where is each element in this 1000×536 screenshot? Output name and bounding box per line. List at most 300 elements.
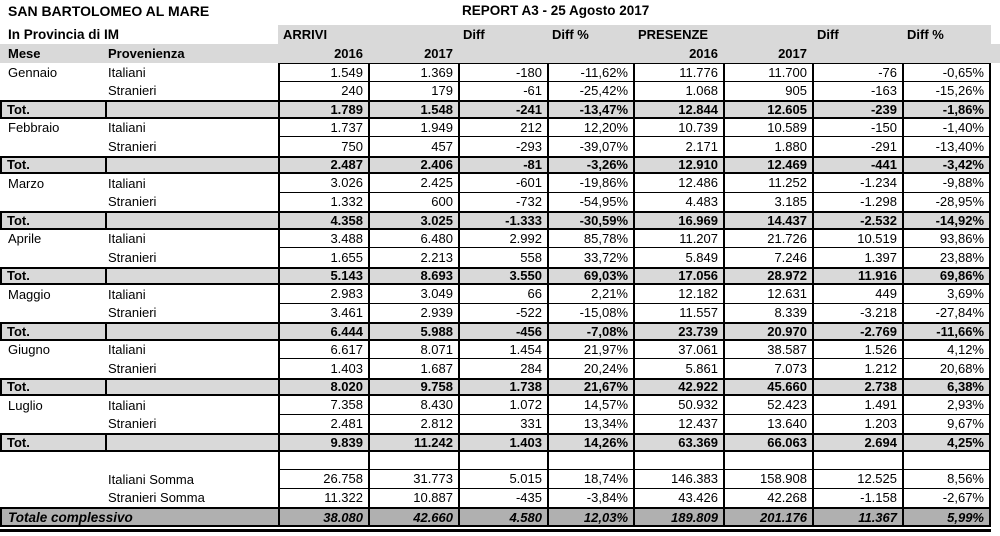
value-cell: -0,65% [902,63,991,82]
table-body [0,63,1000,527]
summary-value-cell: 146.383 [633,470,723,489]
tot-label-cell: Tot. [0,156,105,175]
page-subtitle: In Provincia di IM [8,27,120,42]
value-cell: -163 [812,82,902,101]
tot-value-cell: 11.916 [812,267,902,286]
value-cell: 9,67% [902,415,991,434]
value-cell: 179 [368,82,458,101]
month-data-row [0,230,1000,249]
tot-value-cell: 5.143 [278,267,368,286]
month-data-row [0,119,1000,138]
value-cell: 1.403 [278,359,368,378]
provenienza-cell: Italiani [108,120,146,136]
group-presenze-label: PRESENZE [633,25,723,44]
summary-value-cell: 8,56% [902,470,991,489]
spacer-row [0,452,1000,471]
summary-row [0,470,1000,489]
value-cell: -1.298 [812,193,902,212]
tot-value-cell: -30,59% [547,211,633,230]
summary-value-cell: 158.908 [723,470,812,489]
value-cell: -28,95% [902,193,991,212]
spacer-value-cell [812,452,902,471]
value-cell: -54,95% [547,193,633,212]
month-data-row [0,304,1000,323]
summary-value-cell: -1.158 [812,489,902,508]
col-header-mese: Mese [8,46,41,61]
tot-value-cell: 66.063 [723,433,812,452]
spacer-cell [0,452,105,471]
tot-value-cell: 2.406 [368,156,458,175]
summary-value-cell: 18,74% [547,470,633,489]
value-cell: -25,42% [547,82,633,101]
tot-value-cell: -14,92% [902,211,991,230]
value-cell: 2.171 [633,137,723,156]
tot-value-cell: -1,86% [902,100,991,119]
summary-value-cell: 31.773 [368,470,458,489]
value-cell: 13.640 [723,415,812,434]
month-name-cell: Maggio [8,286,51,302]
value-cell: -180 [458,63,547,82]
provenienza-cell: Stranieri [108,194,157,210]
month-name-cell [0,415,105,434]
month-data-row [0,82,1000,101]
value-cell: 3.488 [278,230,368,249]
value-cell: 6.480 [368,230,458,249]
grand-total-value-cell: 42.660 [368,507,458,527]
value-cell: -601 [458,174,547,193]
tot-value-cell: -239 [812,100,902,119]
value-cell: 1.549 [278,63,368,82]
value-cell: 93,86% [902,230,991,249]
tot-value-cell: 12.910 [633,156,723,175]
month-name-cell: Febbraio [8,120,60,136]
tot-value-cell: -7,08% [547,322,633,341]
col-header-empty [812,44,902,63]
tot-value-cell: 45.660 [723,378,812,397]
col-header-empty [458,44,547,63]
value-cell: 12.437 [633,415,723,434]
header-row-2 [0,25,1000,44]
month-name-cell [0,304,105,323]
spacer-value-cell [458,452,547,471]
month-name-cell: Gennaio [8,64,58,80]
tot-value-cell: -2.532 [812,211,902,230]
summary-value-cell: 42.268 [723,489,812,508]
value-cell: 284 [458,359,547,378]
value-cell: 14,57% [547,396,633,415]
grand-total-value-cell: 12,03% [547,507,633,527]
spacer-value-cell [902,452,991,471]
month-data-row [0,396,1000,415]
tot-gap-cell [105,322,278,341]
tot-value-cell: 14.437 [723,211,812,230]
grand-total-value-cell: 11.367 [812,507,902,527]
value-cell: 12.486 [633,174,723,193]
value-cell: 2.481 [278,415,368,434]
tot-label-cell: Tot. [0,211,105,230]
value-cell: 12,20% [547,119,633,138]
tot-value-cell: 8.693 [368,267,458,286]
month-name-cell: Aprile [8,231,42,247]
tot-label-cell: Tot. [0,267,105,286]
spacer-value-cell [633,452,723,471]
month-data-row [0,193,1000,212]
value-cell: 8.071 [368,341,458,360]
arrivi-diff-pct-label: Diff % [547,25,633,44]
tot-value-cell: 12.844 [633,100,723,119]
month-data-row [0,341,1000,360]
month-total-row [0,267,1000,286]
provenienza-cell: Italiani [108,175,146,191]
value-cell: 1.655 [278,248,368,267]
tot-value-cell: 1.403 [458,433,547,452]
value-cell: -291 [812,137,902,156]
value-cell: 11.700 [723,63,812,82]
summary-value-cell: 10.887 [368,489,458,508]
value-cell: 3,69% [902,285,991,304]
month-name-cell [0,359,105,378]
value-cell: -293 [458,137,547,156]
value-cell: 6.617 [278,341,368,360]
provenienza-cell: Italiani [108,286,146,302]
tot-value-cell: 28.972 [723,267,812,286]
page-title: SAN BARTOLOMEO AL MARE [8,3,210,19]
summary-value-cell: 11.322 [278,489,368,508]
tot-value-cell: -441 [812,156,902,175]
provenienza-cell: Stranieri [108,416,157,432]
col-header-empty [902,44,991,63]
spacer-value-cell [547,452,633,471]
tot-value-cell: -456 [458,322,547,341]
month-name-cell [0,193,105,212]
value-cell: 1.737 [278,119,368,138]
value-cell: -732 [458,193,547,212]
value-cell: -3.218 [812,304,902,323]
tot-value-cell: 1.738 [458,378,547,397]
col-header-provenienza: Provenienza [108,46,185,61]
value-cell: 558 [458,248,547,267]
spacer-cell [105,452,278,471]
value-cell: 33,72% [547,248,633,267]
month-name-cell: Giugno [8,342,50,358]
provenienza-cell: Stranieri [108,138,157,154]
provenienza-cell: Italiani [108,397,146,413]
value-cell: 7.073 [723,359,812,378]
value-cell: 1.880 [723,137,812,156]
tot-value-cell: 63.369 [633,433,723,452]
value-cell: 10.519 [812,230,902,249]
tot-value-cell: 17.056 [633,267,723,286]
tot-value-cell: 2.738 [812,378,902,397]
grand-total-value-cell: 4.580 [458,507,547,527]
summary-label-cell: Stranieri Somma [108,490,205,506]
tot-value-cell: 9.758 [368,378,458,397]
summary-row [0,489,1000,508]
value-cell: 331 [458,415,547,434]
value-cell: 3.461 [278,304,368,323]
provenienza-cell: Stranieri [108,360,157,376]
value-cell: 4,12% [902,341,991,360]
value-cell: 600 [368,193,458,212]
value-cell: -19,86% [547,174,633,193]
tot-value-cell: 69,86% [902,267,991,286]
value-cell: 2,93% [902,396,991,415]
month-name-cell [0,137,105,156]
grand-total-row [0,507,1000,527]
value-cell: 12.182 [633,285,723,304]
value-cell: 212 [458,119,547,138]
value-cell: 3.185 [723,193,812,212]
summary-value-cell: -3,84% [547,489,633,508]
tot-value-cell: 23.739 [633,322,723,341]
tot-value-cell: 20.970 [723,322,812,341]
value-cell: 2.213 [368,248,458,267]
month-name-cell [0,248,105,267]
value-cell: 1.687 [368,359,458,378]
value-cell: 1.072 [458,396,547,415]
report-title: REPORT A3 - 25 Agosto 2017 [462,3,650,18]
tot-value-cell: -3,42% [902,156,991,175]
tot-value-cell: 12.469 [723,156,812,175]
provenienza-cell: Italiani [108,64,146,80]
presenze-diff-pct-label: Diff % [902,25,991,44]
tot-value-cell: 1.548 [368,100,458,119]
value-cell: 8.339 [723,304,812,323]
value-cell: -9,88% [902,174,991,193]
value-cell: -1.234 [812,174,902,193]
col-header-presenze-2016: 2016 [689,46,718,61]
tot-value-cell: 12.605 [723,100,812,119]
value-cell: 21.726 [723,230,812,249]
value-cell: 20,24% [547,359,633,378]
grand-total-value-cell: 5,99% [902,507,991,527]
month-name-cell: Luglio [8,397,43,413]
spacer-value-cell [368,452,458,471]
value-cell: -76 [812,63,902,82]
summary-value-cell: -435 [458,489,547,508]
presenze-diff-label: Diff [812,25,902,44]
value-cell: 1.526 [812,341,902,360]
value-cell: 11.252 [723,174,812,193]
value-cell: 3.049 [368,285,458,304]
tot-label-cell: Tot. [0,433,105,452]
value-cell: 5.849 [633,248,723,267]
provenienza-cell: Italiani [108,342,146,358]
value-cell: 37.061 [633,341,723,360]
summary-value-cell: 12.525 [812,470,902,489]
tot-value-cell: -2.769 [812,322,902,341]
value-cell: 1.068 [633,82,723,101]
month-total-row [0,156,1000,175]
month-data-row [0,359,1000,378]
value-cell: 5.861 [633,359,723,378]
value-cell: 12.631 [723,285,812,304]
month-data-row [0,137,1000,156]
month-data-row [0,285,1000,304]
value-cell: -61 [458,82,547,101]
value-cell: 905 [723,82,812,101]
tot-value-cell: 42.922 [633,378,723,397]
tot-value-cell: -3,26% [547,156,633,175]
tot-value-cell: 14,26% [547,433,633,452]
value-cell: 1.397 [812,248,902,267]
value-cell: 1.203 [812,415,902,434]
value-cell: 38.587 [723,341,812,360]
tot-value-cell: 3.550 [458,267,547,286]
tot-gap-cell [105,378,278,397]
value-cell: 1.212 [812,359,902,378]
value-cell: 11.557 [633,304,723,323]
tot-value-cell: -13,47% [547,100,633,119]
value-cell: 1.369 [368,63,458,82]
tot-value-cell: 6.444 [278,322,368,341]
value-cell: 85,78% [547,230,633,249]
band-spacer [368,25,458,44]
value-cell: -15,26% [902,82,991,101]
tot-gap-cell [105,156,278,175]
tot-value-cell: 2.487 [278,156,368,175]
grand-total-value-cell: 38.080 [278,507,368,527]
month-name-cell: Marzo [8,175,45,191]
value-cell: 750 [278,137,368,156]
tot-label-cell: Tot. [0,322,105,341]
tot-value-cell: 4.358 [278,211,368,230]
month-data-row [0,415,1000,434]
tot-value-cell: -81 [458,156,547,175]
value-cell: -27,84% [902,304,991,323]
value-cell: 1.332 [278,193,368,212]
month-total-row [0,100,1000,119]
col-header-presenze-2017: 2017 [778,46,807,61]
value-cell: 11.776 [633,63,723,82]
summary-value-cell: -2,67% [902,489,991,508]
tot-gap-cell [105,100,278,119]
month-data-row [0,248,1000,267]
header-row-3 [0,44,1000,63]
tot-value-cell: 5.988 [368,322,458,341]
value-cell: 4.483 [633,193,723,212]
tot-gap-cell [105,433,278,452]
value-cell: 13,34% [547,415,633,434]
summary-empty-cell [0,470,105,489]
provenienza-cell: Stranieri [108,249,157,265]
value-cell: 2.812 [368,415,458,434]
grand-total-value-cell: 201.176 [723,507,812,527]
value-cell: 23,88% [902,248,991,267]
tot-value-cell: -11,66% [902,322,991,341]
spacer-value-cell [723,452,812,471]
summary-empty-cell [0,489,105,508]
tot-gap-cell [105,211,278,230]
value-cell: 20,68% [902,359,991,378]
value-cell: -11,62% [547,63,633,82]
value-cell: -150 [812,119,902,138]
grand-total-label: Totale complessivo [0,507,278,527]
tot-value-cell: -241 [458,100,547,119]
header-row-1 [0,0,1000,25]
tot-value-cell: 21,67% [547,378,633,397]
table-bottom-double-border [0,529,991,532]
value-cell: 2,21% [547,285,633,304]
value-cell: -39,07% [547,137,633,156]
summary-value-cell: 43.426 [633,489,723,508]
value-cell: 10.589 [723,119,812,138]
month-data-row [0,174,1000,193]
group-arrivi-label: ARRIVI [278,25,368,44]
month-total-row [0,211,1000,230]
value-cell: 8.430 [368,396,458,415]
tot-label-cell: Tot. [0,378,105,397]
tot-value-cell: -1.333 [458,211,547,230]
tot-value-cell: 3.025 [368,211,458,230]
value-cell: 52.423 [723,396,812,415]
value-cell: 50.932 [633,396,723,415]
provenienza-cell: Stranieri [108,83,157,99]
value-cell: 11.207 [633,230,723,249]
tot-value-cell: 69,03% [547,267,633,286]
value-cell: 2.992 [458,230,547,249]
value-cell: 1.949 [368,119,458,138]
value-cell: 1.454 [458,341,547,360]
col-header-arrivi-2016: 2016 [334,46,363,61]
tot-value-cell: 6,38% [902,378,991,397]
spacer-value-cell [278,452,368,471]
value-cell: 7.358 [278,396,368,415]
value-cell: 1.491 [812,396,902,415]
tot-value-cell: 8.020 [278,378,368,397]
value-cell: 21,97% [547,341,633,360]
col-header-arrivi-2017: 2017 [424,46,453,61]
grand-total-value-cell: 189.809 [633,507,723,527]
value-cell: -522 [458,304,547,323]
value-cell: 240 [278,82,368,101]
month-total-row [0,433,1000,452]
tot-value-cell: 11.242 [368,433,458,452]
value-cell: -13,40% [902,137,991,156]
value-cell: -1,40% [902,119,991,138]
month-name-cell [0,82,105,101]
month-total-row [0,322,1000,341]
value-cell: 3.026 [278,174,368,193]
value-cell: -15,08% [547,304,633,323]
tot-value-cell: 2.694 [812,433,902,452]
tot-value-cell: 16.969 [633,211,723,230]
month-total-row [0,378,1000,397]
tot-gap-cell [105,267,278,286]
value-cell: 449 [812,285,902,304]
value-cell: 7.246 [723,248,812,267]
band-spacer [723,25,812,44]
tot-label-cell: Tot. [0,100,105,119]
col-header-empty [547,44,633,63]
provenienza-cell: Italiani [108,231,146,247]
value-cell: 2.939 [368,304,458,323]
value-cell: 10.739 [633,119,723,138]
tot-value-cell: 4,25% [902,433,991,452]
value-cell: 457 [368,137,458,156]
month-data-row [0,63,1000,82]
summary-value-cell: 5.015 [458,470,547,489]
value-cell: 2.983 [278,285,368,304]
value-cell: 2.425 [368,174,458,193]
tot-value-cell: 9.839 [278,433,368,452]
value-cell: 66 [458,285,547,304]
summary-label-cell: Italiani Somma [108,471,194,487]
tot-value-cell: 1.789 [278,100,368,119]
arrivi-diff-label: Diff [458,25,547,44]
provenienza-cell: Stranieri [108,305,157,321]
summary-value-cell: 26.758 [278,470,368,489]
